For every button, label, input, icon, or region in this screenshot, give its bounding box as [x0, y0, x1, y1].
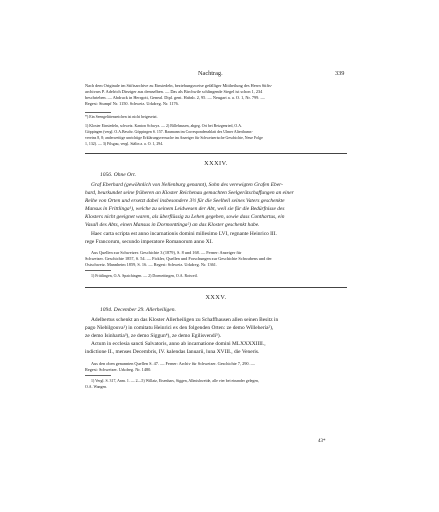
charter-text-line: Adelbertus schenkt an das Kloster Allerheiligen zu Schaffhausen allen seinen Besitz in — [91, 317, 279, 323]
source-note-line: beschrieben. — Abdruck in Herrgott, Geneal. Dipl. gent. Habsb. 2, 95. — Neugart a. a. O. 1, Nr. 799. — — [85, 95, 265, 100]
source-note-line: Aus den oben genannten Quellen S. 47. — Ferner: Archiv für Schweizer. Geschichte 7, 290. — — [91, 361, 255, 366]
running-header: Nachtrag. — [198, 70, 223, 77]
summary-line: Mansus in Frittlinga¹), welche zu seinem Leidwesen der Abt, weil sie für die Bedürfnisse des — [85, 206, 285, 212]
source-note-line: Aus Quellen zur Schweizer. Geschichte 3 (1879), S. 8 und 168. — Ferner: Anzeiger für — [91, 250, 242, 255]
printer-signature: 43* — [318, 439, 326, 444]
charter-text-line: pago Niebilgouva¹) in comitatu Heinrici ex den folgenden Orten: ze demo Willeheria²), — [85, 325, 274, 331]
section-dateline: 1056. Ohne Ort. — [100, 172, 137, 178]
section-rule — [85, 287, 347, 288]
summary-line: Klosters nicht geeignet waren, als überflüssig zu Lehen gegeben, sowie dass Conthartus, ein — [85, 214, 285, 220]
footnote-line: 1) Kloster Einsiedeln, schweiz. Kanton Schwyz. — 2) Billehausen, abgeg. Ort bei Betzgenried, O.A. — [85, 124, 242, 128]
footnote-divider — [85, 112, 111, 113]
section-dateline: 1094. December 29. Allerheiligen. — [100, 307, 176, 313]
section-number: XXXIV. — [204, 160, 228, 167]
page-number: 339 — [335, 70, 345, 77]
summary-line: hard, beurkundet seine früheren an Kloster Reichenau gemachten Seelgerätschaffungen an einer — [85, 190, 294, 196]
source-note-line: Regest: Schweizer. Urkdreg. Nr. 1480. — [85, 367, 152, 372]
charter-text-line: rege Francorum, secundo imperatore Romanorum anno XI. — [85, 239, 213, 245]
source-note-line: archivars P. Adelrich Dieziger aus demselben. — Das als Birchwile schlingende Siegel ist schon 1, 234 — [85, 89, 263, 94]
source-note-line: Regest: Stumpf Nr. 1150. Schweiz. Urkdreg. Nr. 1176. — [85, 101, 179, 106]
charter-text-line: Haec carta scripta est anno incarnationis domini millesimo LVI, regnante Heinrico III. — [91, 231, 277, 237]
source-note-line: Ostschweiz. Mannheim 1859, S. 16. — Regest: Schweiz. Urkdreg. Nr. 1361. — [85, 262, 217, 267]
charter-text-line: ze demo Isinhartia³), ze demo Siggun⁴), ze demo Egilisvendi⁵). — [85, 333, 222, 339]
source-note-line: Schweizer. Geschichte 1857, S. 54. — Fickler, Quellen und Forschungen zur Geschichte Schwabens und der — [85, 256, 272, 261]
summary-line: Vasall des Abts, einen Mansus in Dormonttinga²) an das Kloster geschenkt habe. — [85, 222, 260, 228]
footnote-line: 1) Frittlingen, O.A. Spaichingen. — 2) Dormettingen, O.A. Rotweil. — [91, 274, 198, 278]
footnote-line: O.A. Wangen. — [85, 385, 108, 389]
summary-line: Reihe von Orten und ersetzt dabei insbesondere 3½ für die Seelheil seines Vaters geschenkte — [85, 198, 285, 204]
charter-text-line: indictione II., menses Decembris, IV. kalendas Ianuarii, luna XVIII., die Veneris. — [85, 349, 260, 355]
summary-line: Graf Eberhard (gewöhnlich von Nellenburg genannt), Sohn des verewigten Grafen Eber- — [91, 182, 283, 188]
footnote-line: vereins 8, 8; anderweitige unrichtige Erklärungsversuche im Anzeiger für Schweizerische Geschichte, Neue Folge — [85, 136, 263, 140]
section-number: XXXV. — [205, 294, 227, 301]
footnote-line: *) Ein Seengelittenzeichen ist nicht beigesetzt. — [85, 115, 158, 119]
charter-text-line: Actum in ecclesia sancti Salvatoris, anno ab incarnatione domini MLXXXXIIII., — [91, 341, 266, 347]
footnote-line: 1) Vergl. S. 317, Anm. 1. — 2—5) Willatz, Eisenhars, Siggen, Allmishweide, alle vier bei einander gelegen, — [91, 379, 259, 383]
source-note-line: Nach dem Originale im Stiftsarchive zu Einsiedeln, beziehungsweise gefälliger Mittheilung des Herrn Stifts- — [85, 83, 273, 88]
section-rule — [85, 153, 347, 154]
footnote-divider — [85, 375, 111, 376]
footnote-divider — [85, 270, 111, 271]
footnote-line: 1, 132). — 3) Filsgau, vergl. Stälin a. a. O. 1, 294. — [85, 142, 164, 146]
footnote-line: Göppingen (vergl. O.A.Beschr. Göppingen S. 157. Baumann im Correspondenzblatt des Ulmer Alterthums- — [85, 130, 253, 134]
